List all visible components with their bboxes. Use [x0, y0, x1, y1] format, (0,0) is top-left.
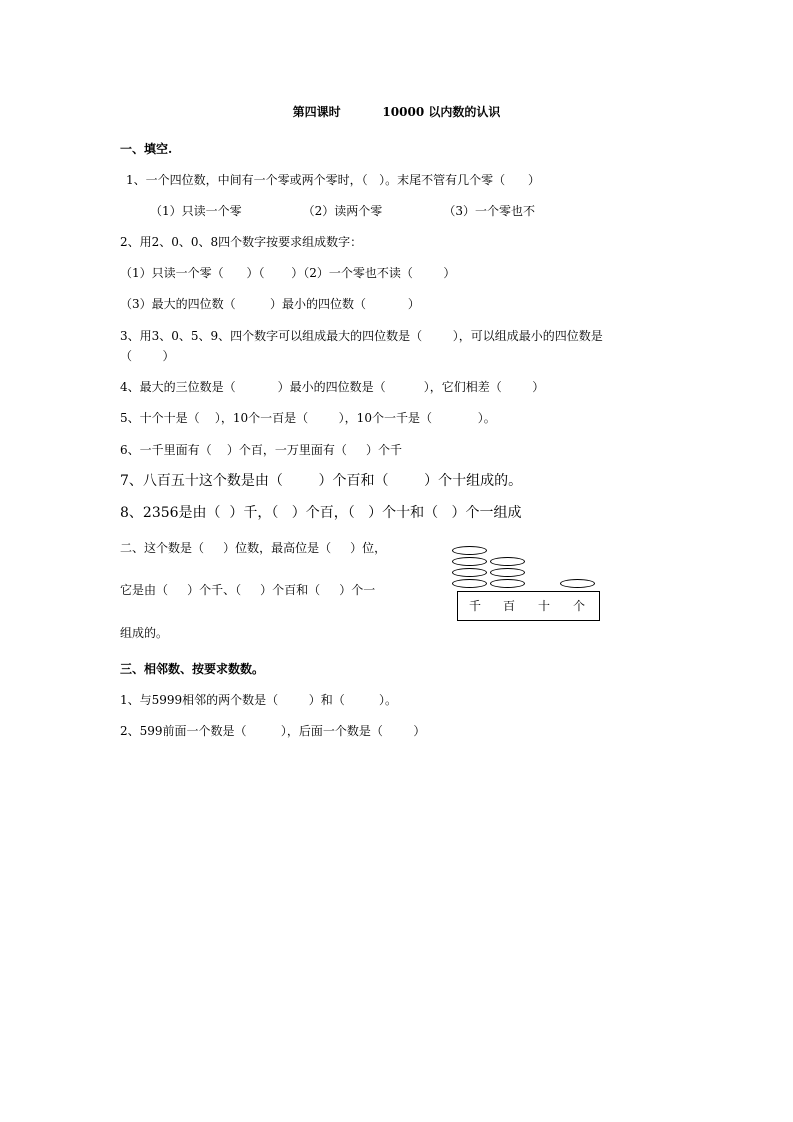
- abacus-bead: [490, 568, 525, 577]
- question-line: （ ）: [120, 349, 175, 363]
- abacus-bead: [560, 579, 595, 588]
- place-label-tens: 十: [538, 599, 551, 613]
- question-line: （3）最大的四位数（ ）最小的四位数（ ）: [120, 297, 420, 311]
- section2-line: 组成的。: [120, 626, 169, 640]
- place-label-thousands: 千: [469, 599, 482, 613]
- question-line: 7、八百五十这个数是由（ ）个百和（ ）个十组成的。: [120, 473, 523, 489]
- section3-heading: 三、相邻数、按要求数数。: [120, 662, 265, 676]
- question-line: 4、最大的三位数是（ ）最小的四位数是（ ），它们相差（ ）: [120, 380, 545, 394]
- question-line: 1、一个四位数，中间有一个零或两个零时，（ ）。末尾不管有几个零（ ）: [126, 173, 540, 187]
- abacus-bead: [452, 546, 487, 555]
- section1-heading: 一、填空.: [120, 142, 173, 156]
- abacus-bead: [490, 579, 525, 588]
- question-line: 3、用3、0、5、9、四个数字可以组成最大的四位数是（ ），可以组成最小的四位数是: [120, 329, 603, 343]
- place-label-hundreds: 百: [503, 599, 516, 613]
- abacus-bead: [490, 557, 525, 566]
- abacus-place-box: [457, 591, 600, 621]
- abacus-bead: [452, 557, 487, 566]
- question-line: （1）只读一个零（ ）（ ）（2）一个零也不读（ ）: [120, 266, 456, 280]
- question-line: 8、2356是由（ ）千，（ ）个百，（ ）个十和（ ）个一组成: [120, 505, 522, 521]
- question-line: （1）只读一个零 （2）读两个零 （3）一个零也不: [150, 204, 535, 218]
- abacus-bead: [452, 579, 487, 588]
- section2-line: 它是由（ ）个千、（ ）个百和（ ）个一: [120, 583, 376, 597]
- page-title: 第四课时 10000 以内数的认识: [292, 105, 501, 119]
- question-line: 2、用2、0、0、8四个数字按要求组成数字：: [120, 235, 363, 249]
- place-label-ones: 个: [573, 599, 586, 613]
- abacus-bead: [452, 568, 487, 577]
- question-line: 5、十个十是（ ），10个一百是（ ），10个一千是（ ）。: [120, 411, 496, 425]
- question-line: 6、一千里面有（ ）个百，一万里面有（ ）个千: [120, 443, 402, 457]
- section2-line: 二、这个数是（ ）位数，最高位是（ ）位，: [120, 541, 387, 555]
- question-line: 2、599前面一个数是（ ），后面一个数是（ ）: [120, 724, 426, 738]
- question-line: 1、与5999相邻的两个数是（ ）和（ ）。: [120, 693, 398, 707]
